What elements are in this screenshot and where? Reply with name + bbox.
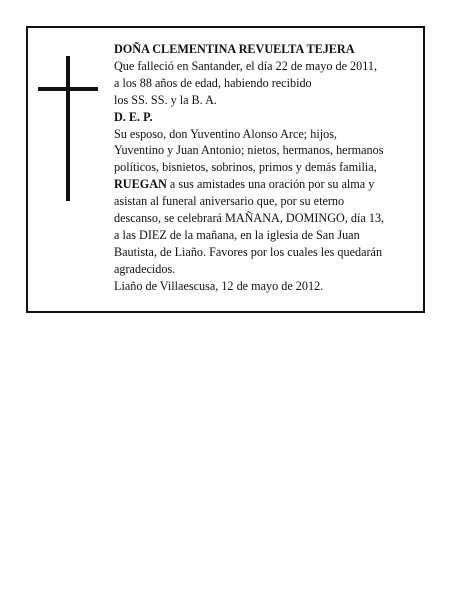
- request-line: agradecidos.: [114, 261, 176, 276]
- death-info-line: a los 88 años de edad, habiendo recibido: [114, 75, 312, 90]
- request-line: asistan al funeral aniversario que, por su eterno: [114, 194, 345, 209]
- family-line: Yuventino y Juan Antonio; nietos, hermanos, hermanos: [114, 143, 384, 158]
- request-line: [114, 176, 419, 193]
- obituary-notice: [26, 26, 425, 313]
- death-info-line: los SS. SS. y la B. A.: [114, 92, 217, 107]
- cross-horizontal-bar: [38, 87, 98, 91]
- death-info-line: Que falleció en Santander, el día 22 de mayo de 2011,: [114, 58, 378, 73]
- cross-icon: [38, 56, 98, 201]
- request-keyword: RUEGAN: [114, 177, 167, 192]
- dep-text: D. E. P.: [114, 109, 153, 124]
- request-line: descanso, se celebrará MAÑANA, DOMINGO, día 13,: [114, 211, 385, 226]
- place-date: Liaño de Villaescusa, 12 de mayo de 2012.: [114, 278, 324, 293]
- request-line: a las DIEZ de la mañana, en la iglesia de San Juan: [114, 227, 360, 242]
- obituary-text: [114, 41, 419, 295]
- request-line-rest: a sus amistades una oración por su alma y: [166, 177, 375, 192]
- family-line: Su esposo, don Yuventino Alonso Arce; hijos,: [114, 126, 337, 141]
- cross-vertical-bar: [66, 56, 70, 201]
- deceased-name: DOÑA CLEMENTINA REVUELTA TEJERA: [114, 42, 355, 56]
- request-line: Bautista, de Liaño. Favores por los cuales les quedarán: [114, 244, 383, 259]
- family-line: políticos, bisnietos, sobrinos, primos y demás familia,: [114, 160, 377, 175]
